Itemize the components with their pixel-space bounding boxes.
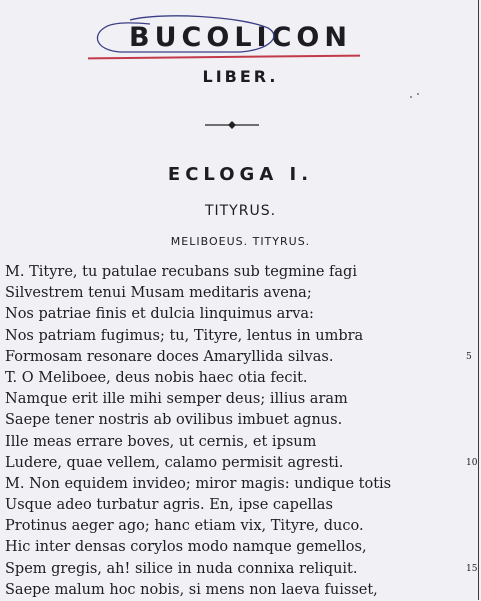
verse-line <box>5 537 481 558</box>
verse-line <box>5 304 481 325</box>
verse-text: Ille meas errare boves, ut cernis, et ipsum <box>5 433 317 450</box>
verse-line <box>5 580 481 601</box>
paper-speck <box>417 93 419 95</box>
verse-line <box>5 474 481 495</box>
verse-line <box>5 389 481 410</box>
dramatis-personae: MELIBOEUS. TITYRUS. <box>170 235 311 248</box>
verse-text: Silvestrem tenui Musam meditaris avena; <box>5 285 312 302</box>
verse-line <box>5 495 481 516</box>
line-number: 15 <box>466 563 478 574</box>
verse-text: Nos patriae finis et dulcia linquimus arva: <box>5 306 314 323</box>
verse-line <box>5 559 481 580</box>
poem-text <box>5 262 481 601</box>
book-title: BUCOLICON <box>129 22 352 53</box>
paper-speck <box>410 96 412 98</box>
eclogue-heading: ECLOGA I. <box>167 164 314 185</box>
verse-text: Saepe malum hoc nobis, si mens non laeva fuisset, <box>5 581 378 598</box>
verse-line <box>5 516 481 537</box>
verse-text: Protinus aeger ago; hanc etiam vix, Tityre, duco. <box>5 518 364 535</box>
eclogue-title: TITYRUS. <box>204 203 277 219</box>
verse-text: O Meliboee, deus nobis haec otia fecit. <box>17 369 308 386</box>
verse-line <box>5 326 481 347</box>
speaker-marker: T. <box>5 369 18 386</box>
verse-line <box>5 432 481 453</box>
speaker-marker: M. <box>5 475 25 492</box>
line-number: 10 <box>466 457 478 468</box>
verse-line <box>5 283 481 304</box>
speaker-marker: M. <box>5 264 25 280</box>
page-edge-rule <box>478 0 479 600</box>
line-number: 5 <box>466 351 472 362</box>
verse-text: Saepe tener nostris ab ovilibus imbuet agnus. <box>5 412 343 429</box>
verse-line <box>5 347 481 368</box>
verse-text: Non equidem invideo; miror magis: undique totis <box>24 475 392 492</box>
verse-text: Formosam resonare doces Amaryllida silvas. <box>5 348 334 365</box>
verse-text: Tityre, tu patulae recubans sub tegmine fagi <box>24 264 357 280</box>
verse-text: Hic inter densas corylos modo namque gemellos, <box>5 539 367 556</box>
verse-text: Ludere, quae vellem, calamo permisit agresti. <box>5 454 344 471</box>
pen-underline-annotation <box>88 55 360 60</box>
verse-text: Spem gregis, ah! silice in nuda connixa reliquit. <box>5 560 358 577</box>
verse-text: Usque adeo turbatur agris. En, ipse capellas <box>5 497 333 514</box>
verse-text: Nos patriam fugimus; tu, Tityre, lentus in umbra <box>5 327 364 344</box>
verse-line <box>5 368 481 389</box>
section-ornament <box>205 120 259 130</box>
verse-line <box>5 410 481 431</box>
verse-text: Namque erit ille mihi semper deus; illius aram <box>5 391 348 408</box>
verse-line <box>5 453 481 474</box>
book-subtitle: LIBER. <box>202 67 279 86</box>
verse-line <box>5 262 481 283</box>
